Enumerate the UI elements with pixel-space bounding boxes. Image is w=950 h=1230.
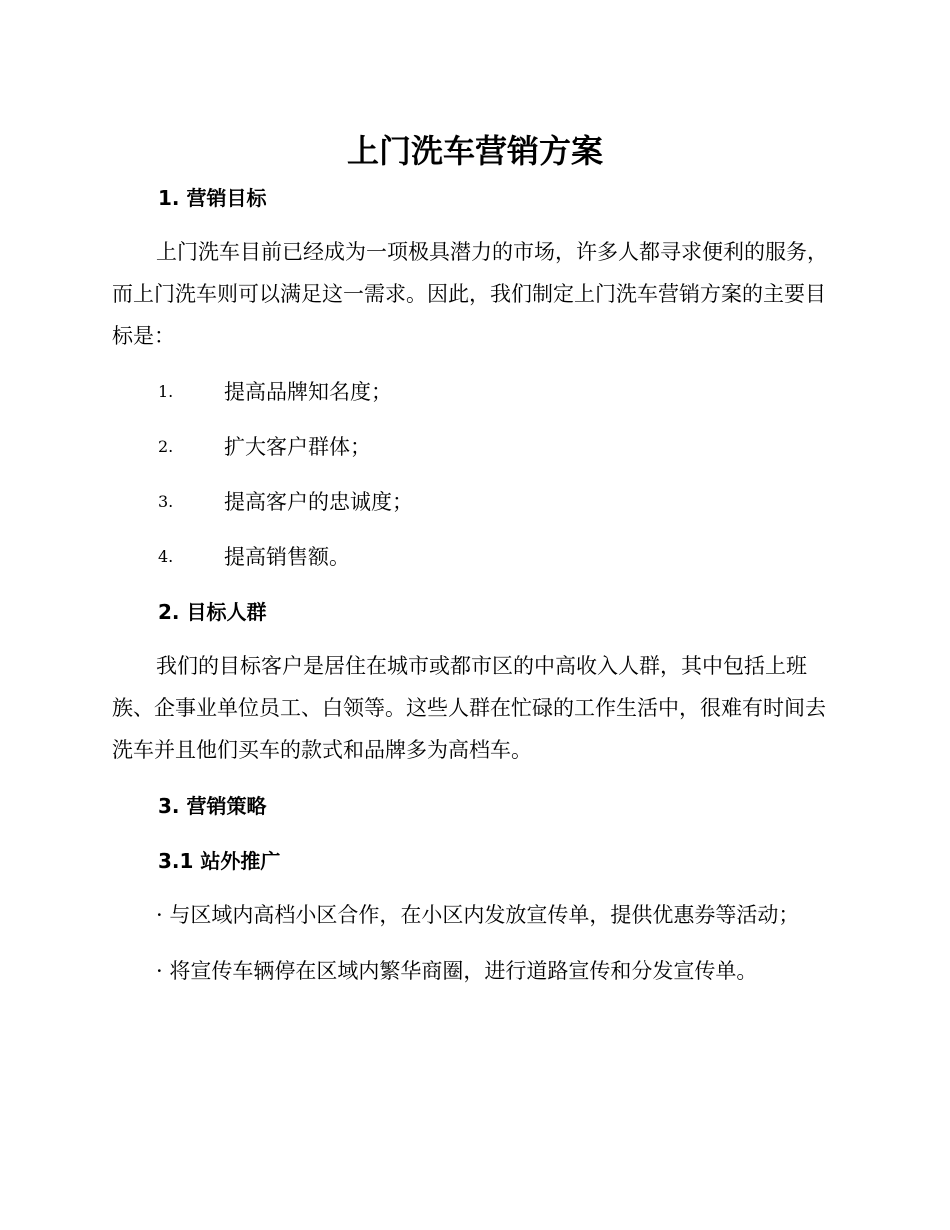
bullet-item: · 将宣传车辆停在区域内繁华商圈，进行道路宣传和分发宣传单。 xyxy=(156,959,758,983)
section-heading-marketing-strategy: 3. 营销策略 xyxy=(158,794,267,818)
list-item-text: 提高客户的忠诚度； xyxy=(224,490,413,514)
list-item-text: 扩大客户群体； xyxy=(224,435,371,459)
list-item-number: 1. xyxy=(158,382,174,401)
document-title: 上门洗车营销方案 xyxy=(346,132,603,170)
list-item-text: 提高品牌知名度； xyxy=(224,380,392,404)
section-heading-marketing-goals: 1. 营销目标 xyxy=(158,186,267,210)
section-heading-target-audience: 2. 目标人群 xyxy=(158,600,267,624)
list-item-number: 3. xyxy=(158,492,174,511)
bullet-item: · 与区域内高档小区合作，在小区内发放宣传单，提供优惠券等活动； xyxy=(156,903,800,927)
subsection-heading-offsite-promotion: 3.1 站外推广 xyxy=(158,849,281,873)
list-item-text: 提高销售额。 xyxy=(224,545,350,569)
section-paragraph-target-audience: 我们的目标客户是居住在城市或都市区的中高收入人群，其中包括上班族、企事业单位员工、白领等。这些人群在忙碌的工作生活中，很难有时间去洗车并且他们买车的款式和品牌多为高档车。 xyxy=(112,654,826,762)
section-paragraph-marketing-goals: 上门洗车目前已经成为一项极具潜力的市场，许多人都寻求便利的服务，而上门洗车则可以满足这一需求。因此，我们制定上门洗车营销方案的主要目标是： xyxy=(112,240,828,348)
list-item-number: 4. xyxy=(158,547,174,566)
list-item-number: 2. xyxy=(158,437,174,456)
